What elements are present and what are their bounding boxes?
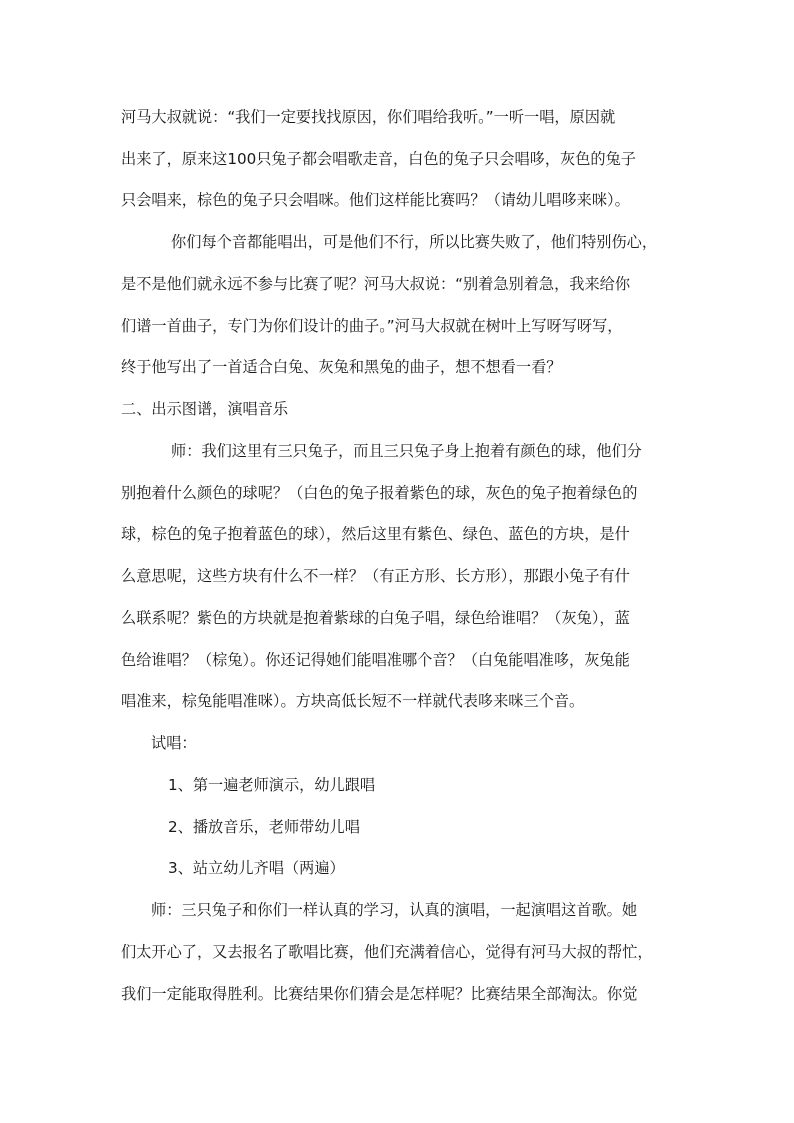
paragraph-line: 你们每个音都能唱出，可是他们不行，所以比赛失败了，他们特别伤心， <box>171 233 657 251</box>
paragraph-line: 师：三只兔子和你们一样认真的学习，认真的演唱，一起演唱这首歌。她 <box>151 901 637 919</box>
paragraph-line: 么意思呢，这些方块有什么不一样？（有正方形、长方形），那跟小兔子有什 <box>121 567 630 585</box>
paragraph-line: 别抱着什么颜色的球呢？（白色的兔子报着紫色的球，灰色的兔子抱着绿色的 <box>121 484 638 502</box>
paragraph-line: 唱准来，棕兔能唱准咪）。方块高低长短不一样就代表哆来咪三个音。 <box>121 692 585 710</box>
list-item: 2、播放音乐，老师带幼儿唱 <box>168 818 360 836</box>
paragraph-line: 我们一定能取得胜利。比赛结果你们猜会是怎样呢？比赛结果全部淘汰。你觉 <box>121 985 638 1003</box>
paragraph-line: 色给谁唱？（棕兔）。你还记得她们能唱准哪个音？（白兔能唱准哆，灰兔能 <box>121 651 630 669</box>
list-heading: 试唱： <box>151 734 197 752</box>
paragraph-line: 终于他写出了一首适合白兔、灰兔和黑兔的曲子，想不想看一看？ <box>121 358 562 376</box>
list-item: 1、第一遍老师演示，幼儿跟唱 <box>168 776 376 794</box>
paragraph-line: 师：我们这里有三只兔子，而且三只兔子身上抱着有颜色的球，他们分 <box>171 442 642 460</box>
paragraph-line: 出来了，原来这100只兔子都会唱歌走音，白色的兔子只会唱哆，灰色的兔子 <box>121 150 636 168</box>
list-item: 3、站立幼儿齐唱（两遍） <box>168 859 345 877</box>
paragraph-line: 们太开心了，又去报名了歌唱比赛，他们充满着信心，觉得有河马大叔的帮忙， <box>121 943 653 961</box>
paragraph-line: 么联系呢？紫色的方块就是抱着紫球的白兔子唱，绿色给谁唱？（灰兔），蓝 <box>121 609 630 627</box>
paragraph-line: 河马大叔就说：“我们一定要找找原因，你们唱给我听。”一听一唱，原因就 <box>121 108 616 126</box>
section-heading: 二、出示图谱，演唱音乐 <box>121 400 289 418</box>
paragraph-line: 只会唱来，棕色的兔子只会唱咪。他们这样能比赛吗？（请幼儿唱哆来咪）。 <box>121 191 630 209</box>
paragraph-line: 是不是他们就永远不参与比赛了呢？河马大叔说：“别着急别着急，我来给你 <box>121 275 631 293</box>
paragraph-line: 球，棕色的兔子抱着蓝色的球），然后这里有紫色、绿色、蓝色的方块，是什 <box>121 525 630 543</box>
paragraph-line: 们谱一首曲子，专门为你们设计的曲子。”河马大叔就在树叶上写呀写呀写， <box>121 317 623 335</box>
